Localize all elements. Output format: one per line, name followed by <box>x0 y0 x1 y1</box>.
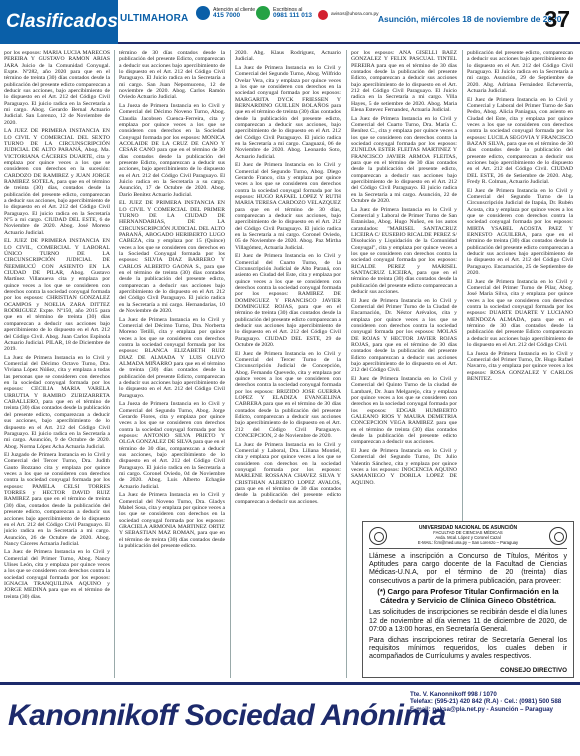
advertiser-name: Kanonnikoff Sociedad Anónima <box>8 699 446 732</box>
legal-notice: LA JUEZ DE PRIMERA INSTANCIA EN LO CIVIL Y COMERCIAL DEL SEXTO TURNO DE LA CIRCUNSCRIPCIÓN JUDICIAL DE ALTO PARANÁ, Abog. Ma. VICTORIANA CÁCERES DUARTE, cita y emplaza por quince veces a los que se consideren con derechos en la sucesión: CARDOZO DE RAMIREZ y JUAN JORGE RAMIREZ SOTELA, para que en el término de treinta (30) días, contados desde la publicación del presente edicto, comparezcan a deducir sus acciones, bajo apercibimiento de lo dispuesto en el Art. 212 del Código Civil Paraguayo. El juicio radica en la Secretaría Nº5 a mi cargo. CIUDAD DEL ESTE, 6 de Noviembre de 2020. Abog. José Moreno Actuario Judicial. <box>4 128 110 236</box>
legal-notice: 2020. Abg. Klaus Rodriguez, Actuario Judicial. <box>235 50 341 63</box>
legal-notice: La Jueza de Primera Instancia en lo Civil y Comercial del Segundo Turno, Abog. Jorge Gerardo Flores, cita y emplaza por quince veces a los que se consideren con derechos contra la sociedad conyugal formada por los esposos: ANTONIO SILVA PRIETO Y OLGA GONZALEZ DE SILVA para que en el término de 30 días, comparezcan a deducir sus acciones, bajo apercibimiento de lo dispuesto en el Art. 212 del Código Civil Paraguayo. El juicio radica en la Secretaría a mi cargo. Coronel Oviedo, 04 de Noviembre de 2020. Abog. Luis Alberto Echagüe Actuario Judicial. <box>119 401 225 490</box>
legal-notice: El Juzgado de Primera Instancia en lo Civil y Comercial del Tercer Turno, Dra. Judith Gauto Bozzano cita y emplaza por quince veces a los que se consideren con derechos contra la sociedad conyugal formada por los esposos: PAMELA CELSI TORRES TORRES y HECTOR DAVID RUIZ RAMIREZ para que en el término de treinta (30) días, contados desde la publicación del presente edicto, comparezcan a deducir sus acciones bajo apercibimiento de lo dispuesto en el Art. 212 del Código Civil Paraguayo. El juicio radica en la Secretaría a mi cargo. Asunción, 26 de Octubre de 2020. Abog. Nancy Cáceres Actuaria Judicial. <box>4 452 110 547</box>
legal-notice: publicación del presente edicto, comparezcan a deducir sus acciones bajo apercibimiento de lo dispuesto en el Art. 212 del Código Civil Paraguayo. El Juicio radica en la Secretaría a mi cargo. Asunción, 29 de Septiembre de 2020. Abg. Adriana Fernández Echeverría, Actuaria Judicial. <box>467 50 573 95</box>
section-title: Clasificados <box>0 0 118 44</box>
legal-notice: El Juez de Primera Instancia en lo Civil y Comercial del Tercer Turno de la Circunscripción Judicial de Concepción, Abog. Fernando Quevedo, cita y emplaza por quince veces a los que se consideren con derechos contra la sociedad conyugal formada por los esposos: BRIZIDO JOSE GUERRA LOPEZ Y ELADIZA EVANGELINA CABRERA para que en el término de 30 días contados desde la publicación del presente Edicto, comparezcan a deducir sus acciones bajo apercibimiento de lo dispuesto en el Art. 212 del Código Civil Paraguayo. CONCEPCION, 2 de Noviembre de 2020. <box>235 350 341 440</box>
whatsapp-number: 0981 111 013 <box>273 12 313 19</box>
contact-phone: 415 7000 <box>213 12 241 19</box>
legal-notice: El Juez de Primera Instancia en lo Civil y Comercial y Laboral del Primer Turno de San Pedro, Abog. Alicia Paniagua, con asiento en Ciudad del Este, cita y emplaza por quince veces a los que se consideren con derechos contra la sociedad conyugal formada por los esposos: LUCILA SEGOVIA Y FRANCISCO BAZAN SILVA, para que en el término de 30 días contados desde la publicación del presente edicto, comparezcan a deducir sus acciones bajo apercibimiento de lo dispuesto en el Art. 212 del Código Civil. CIUDAD DEL ESTE, 26 de Setiembre de 2020. Abg. Fredy R. Colman, Actuario Judicial. <box>467 96 573 186</box>
legal-notice: término de 30 días contados desde la publicación del presente Edicto, comparezcan a deducir sus acciones bajo apercibimiento de lo dispuesto en el Art. 212 del Código Civil Paraguayo. El Juicio radica en la Secretaría a mi cargo. San Juan Nepomuceno, 12 de noviembre de 2020. Abog. Carlos Ramón Oviedo Actuario Judicial. <box>119 50 225 101</box>
university-notice <box>362 521 574 678</box>
legal-notice: La Jueza de Primera Instancia en lo Civil y Comercial del Décimo Noveno Turno, Abog. Claudia Jacobsen Cuenca-Ferreira, cita y emplaza por quince veces a los que se consideren con derechos en la Sociedad Conyugal formada por los esposos: MONICA ACOLAIDE DE LA CRUZ DE CANO Y CESAR CANO para que en el término de 30 días contados desde la publicación del presente Edicto, comparezcan a deducir sus acciones, bajo apercibimiento de lo dispuesto en el Art. 212 del Código Civil Paraguayo. El Juicio radica en la Secretaría a su cargo. Asunción, 17 de Octubre de 2020. Abog. Darío Benítez Actuario Judicial. <box>119 102 225 198</box>
email-block <box>318 10 379 20</box>
legal-notice: La Jueza de Primera Instancia en lo Civil y Comercial del Primer Turno, Dr. Hugo Rafael Navarro, cita y emplaza por quince veces a los esposos: ROSA GONZALEZ Y CARLOS BENITEZ. <box>467 350 573 382</box>
advertiser-address: Tte. V. Kanonnikoff 998 / 1070 <box>410 691 497 698</box>
classifieds-column-1 <box>4 50 110 678</box>
legal-notice: El Juez de Primera Instancia en lo Civil y Comercial del Primer Turno de Pilar, Abog. José María Silva, cita y emplaza por quince veces a los que se consideren con derechos contra la sociedad conyugal formada por los esposos: DUARTE DUARTE Y LUCIANO MENDOZA ALMADA, para que en el término de 30 días contados desde la publicación del presente Edicto comparezcan a deducir sus acciones bajo apercibimiento de lo dispuesto en el Art. 212 del Código Civil. <box>467 278 573 349</box>
legal-notice: El Juez de Primera Instancia en lo Civil y Comercial del Segundo Turno, Dr. Julio Valentín Sánchez, cita y emplaza por quince veces a los esposos: INOCENCIA AQUINO SAMANIEGO Y DORILA LOPEZ DE AQUINO. <box>351 447 457 486</box>
legal-notice: El Juez de Primera Instancia en lo Civil y Comercial del Segundo Turno de la Circunscripción Judicial de Itapúa, Dr. Rubén Acosta, cita y emplaza por quince veces a los que se consideren con derechos contra la sociedad conyugal formada por los esposos: MIRTA YSABEL ACOSTA PAEZ Y ERNESTO AGUILERA, para que en el término de treinta (30) días contados desde la publicación del presente edicto comparezcan a deducir sus acciones bajo apercibimiento de lo dispuesto en el Art. 212 del Código Civil Paraguayo. Encarnación, 25 de Septiembre de 2020. <box>467 187 573 277</box>
legal-notice: La Juez de Primera Instancia en lo Civil y Comercial y Laboral, Dra. Liliana Montiel, cita y emplaza por quince veces a los que se consideren con derechos en la sociedad conyugal formada por los esposos: MARLENE ROSSANA CHAVEZ SILVA Y CRISTHIAN ALBERTO LOPEZ AVALOS, para que en el término de 30 días contados desde la publicación del presente edicto comparezcan a deducir sus acciones. <box>235 441 341 505</box>
institution-email: E-MAIL: fcm@med.una.py – San Lorenzo – Paraguay <box>417 539 519 545</box>
mail-icon <box>318 10 328 20</box>
notice-deadline: Las solicitudes de inscripciones se recibirán desde el día lunes 12 de noviembre al día viernes 11 de diciembre de 2020, de 07:00 a 13:00 horas, en Secretaría General. <box>369 608 567 634</box>
legal-notice: La Juez de Primera Instancia en lo Civil y Comercial del Primer Turno, Abog. Nancy Ulises León, cita y emplaza por quince veces a los que se consideren con derechos contra la sociedad conyugal formada por los esposos: IGNACIA TRANQUILINA AQUINO y JORGE MEDINA para que en el término de treinta (30) días. <box>4 549 110 600</box>
legal-notice: por los esposos: ANA GISELLI BAEZ GONZALEZ Y FELIX PASCUAL TINTEL PEREIRA para que en el término de 30 días contados desde la publicación del presente Edicto, comparezcan a deducir sus acciones bajo apercibimiento de lo dispuesto en el Art. 212 del Código Civil Paraguayo. El Juicio radica en la Secretaría a mi cargo. Villa Hayes, 5 de setiembre de 2020. Abog. Maria Elena Estevez Fernandez, Actuaria Judicial. <box>351 50 457 114</box>
notice-info: Para dichas inscripciones retirar de Secretaría General los requisitos mínimos requeridos, los cuales deben ir acompañados de Currículums y avales respectivos. <box>369 635 567 661</box>
classifieds-column-5 <box>467 50 573 516</box>
page-header <box>0 0 580 44</box>
advertiser-contact <box>410 691 576 713</box>
classifieds-column-3 <box>235 50 341 678</box>
column-divider <box>230 50 231 678</box>
legal-notice: El Juez de Primera Instancia en lo Civil y Comercial del Cuarto Turno, de la Circunscripción Judicial de Alto Paraná, con asiento en Ciudad del Este, cita y emplaza por quince veces a los que se consideren con derechos contra la sociedad conyugal formada por los esposos: RAMIREZ DE DOMINGUEZ Y FRANCISCO JAVIER DOMINGUEZ ROJAS, para que en el término de treinta (30) días contados desde la publicación del presente edicto comparezcan a deducir sus acciones bajo apercibimiento de lo dispuesto en el Art. 212 del Código Civil Paraguayo. CIUDAD DEL ESTE, 29 de Octubre de 2020. <box>235 253 341 349</box>
legal-notice: El Juez de Primera Instancia en lo Civil y Comercial del Primer Turno de la Ciudad de Encarnación, Dr. Néstor Arévalos, cita y emplaza por quince veces a los que se consideren con derechos contra la sociedad conyugal formada por los esposos: MOLAS DE ROJAS Y HECTOR JAVIER ROJAS ROJAS, para que en el término de 30 días contados desde la publicación del presente Edicto comparezcan a deducir sus acciones bajo apercibimiento de lo dispuesto en el Art. 212 del Código Civil. <box>351 297 457 374</box>
notice-intro: Llámese a inscripción a Concurso de Títulos, Méritos y Aptitudes para cargo docente de la Facultad de Ciencias Médicas-U.N.A, por el término de 20 (treinta) días consecutivos a partir de la primera publicación, para proveer: <box>369 551 567 585</box>
legal-notice: EL JUEZ DE PRIMERA INSTANCIA EN LO CIVIL Y COMERCIAL DEL PRIMER TURNO DE LA CIUDAD DE HERNANDARIAS, DE LA CIRCUNSCRIPCIÓN JUDICIAL DEL ALTO PARANÁ, ABOGADO HERIBERTO LUGO CABEZA, cita y emplaza por 15 (Quince) veces a los que se consideren con derechos en la Sociedad Conyugal formada por los esposos: SILVIA DIAZ BARRERO Y CARLOS ALBERTO GAONA S., para que en el término de treinta (30) días contados desde la publicación del presente edicto, comparezcan a deducir sus acciones bajo apercibimiento de lo dispuesto en el Art. 212 del Código Civil Paraguayo. El juicio radica en la Secretaría a mi cargo. Hernandarias, 10 de Noviembre de 2020. <box>119 200 225 315</box>
column-divider <box>346 50 347 678</box>
notice-position: (*) Cargo para Profesor Titular Confirmación en la Cátedra y Servicio de Clínica Gineco Obstétrica. <box>377 587 559 605</box>
whatsapp-label: Escribinos al <box>273 6 303 13</box>
notice-signature: CONSEJO DIRECTIVO <box>500 667 567 674</box>
contact-email: avisos@uhora.com.py <box>331 11 379 17</box>
notice-letterhead <box>369 526 567 549</box>
classifieds-column-2 <box>119 50 225 678</box>
column-divider <box>114 50 115 678</box>
legal-notice: La Juez de Primera Instancia en lo Civil y Comercial del Cuarto Turno, Dra. María C. Benítez C., cita y emplaza por quince veces a los que se consideren con derechos contra la sociedad conyugal formada por los esposos: ZUNILDA ESTER FLEITAS MARTINEZ Y FRANCISCO JAVIER ARMOA FLEITAS, para que en el término de 30 días contados desde la publicación del presente edicto, comparezcan a deducir sus acciones bajo apercibimiento de lo dispuesto en el Art. 212 del Código Civil Paraguayo. El juicio radica en la Secretaría a mi cargo. Asunción, 22 de Octubre de 2020. <box>351 115 457 205</box>
legal-notice: por los esposos: MARIA LUCIA MARECOS PEREIRA Y GUSTAVO RAMON ARIAS JARA Juicio de la Comunidad Conyugal. Expte. Nº282, año 2020 para que en el término de treinta (30) días contados desde la publicación del presente edicto comparezcan a deducir sus acciones, bajo apercibimiento de lo dispuesto en el Art. 212 del Código Civil Paraguayo. El juicio radica en la Secretaría a mi cargo. Abog. Gerardo Bernal Actuario Judicial. San Lorenzo, 12 de Noviembre de 2020. <box>4 50 110 126</box>
legal-notice: El Juez de Primera Instancia en lo Civil y Comercial del Quinto Turno de la ciudad de Lambaré, Dr. Juan Melgarejo, cita y emplaza por quince veces a los que se consideren con derechos en la sociedad conyugal formada por los esposos: EDGAR HUMBERTO GALEANO RIOS Y MAURA DEMETRIA CONCEPCION VEGA RAMIREZ para que en el término de treinta (30) días contados desde la publicación del presente edicto comparezcan a deducir sus acciones. <box>351 375 457 446</box>
footer-advertisement <box>0 682 580 756</box>
advertiser-email: E-mail: paksa@pla.net.py - Asunción – Paraguay <box>410 705 554 713</box>
legal-notice: La Juez de Primera Instancia en lo Civil y Comercial y Laboral de Primer Turno de San Estanislao, Abog. Hugo Nuñez, en los autos caratulados: "MARISEL SANTACRUZ LICEIRA C/ EUSEBIO RICALDE PEREZ S/ Disolución y Liquidación de la Comunidad Conyugal", cita y emplaza por quince veces a los que se consideren con derechos contra la sociedad conyugal formada por los esposos: RICALDE PEREZ y MARISEL SANTACRUZ LICEIRA, para que en el término de treinta (30) días contados desde la publicación del presente edicto comparezcan a deducir sus acciones. <box>351 206 457 296</box>
page-number: 37 <box>544 6 570 32</box>
legal-notice: La Juez de Primera Instancia en lo Civil y Comercial del Décimo Octavo Turno, Dra. Viviana López Núñez, cita y emplaza a todas las personas que se consideren con derechos en la sociedad conyugal formada por los esposos: CECILIA MARIA VARELA URRUTIA Y RAMIRO ZUBIZARRETA CABALLERO, para que en el término de treinta (30) días contados desde la publicación del presente edicto, comparezcan a deducir sus acciones, bajo apercibimiento de lo dispuesto en el Art. 212 del Código Civil Paraguayo. El juicio radica en la Secretaría a mi cargo. Asunción, 9 de Octubre de 2020. Abog. Norma López Acha Actuaria Judicial. <box>4 354 110 450</box>
whatsapp-block <box>256 6 312 20</box>
institution-address: Avda. Mcal. López y Coronel Cazal <box>435 534 501 540</box>
phone-icon <box>196 6 210 20</box>
legal-notice: La Juez de Primera Instancia en lo Civil y Comercial del Segundo Turno, Abog. Wilfrido Ovelar Vera, cita y emplaza por quince veces a los que se consideren con derechos en la sociedad conyugal formada por los esposos: MARGARITA DYCK FRIESSEN Y BERNARDINO GUILLEN BOLAÑOS para que en el término de treinta (30) días contados desde la publicación del presente edicto, comparezcan a deducir sus acciones, bajo apercibimiento de lo dispuesto en el Art. 212 del Código Civil Paraguayo. El juicio radica en la Secretaría a mi cargo. Caaguazú, 06 de Noviembre de 2020. Abog. Leonardo Soto, Actuario Judicial. <box>235 64 341 160</box>
legal-notice: La Juez de Primera Instancia en lo Civil y Comercial del Décimo Turno, Dra. Norberta Moreno Tetilli, cita y emplaza por quince veces a los que se consideren con derechos contra la sociedad conyugal formada por los esposos: BLANCA ELIZABETH RUIZ DIAZ DE ALMADA Y LUIS OLIVO ALMADA MIÑARRO para que en el término de treinta (30) días contados desde la publicación del presente Edicto, comparezcan a deducir sus acciones bajo apercibimiento de lo dispuesto en el Art. 212 del Código Civil Paraguayo. <box>119 316 225 399</box>
faculty-seal-icon <box>549 527 567 545</box>
legal-notice: El Juez de Primera Instancia en lo Civil y Comercial del Segundo Turno, Abog. Diego Gerardo Franco, cita y emplaza por quince veces a los que se consideren con derechos contra la sociedad conyugal formada por los esposos: HUGO RAFAEL LOPEZ Y RUTH MARIA TERESA CARDOZO VELAZQUEZ para que en el término de 30 días, comparezcan a deducir sus acciones, bajo apercibimiento de lo dispuesto en el Art. 212 del Código Civil Paraguayo. El juicio radica en la Secretaría a mi cargo. Coronel Oviedo, 05 de Noviembre de 2020. Abog. Paz Mirtha Villagómez, Actuaria Judicial. <box>235 162 341 251</box>
institution-name: UNIVERSIDAD NACIONAL DE ASUNCIÓN <box>418 525 518 531</box>
brand-logo: ULTIMAHORA <box>120 13 189 24</box>
issue-date: Asunción, miércoles 18 de noviembre de 2020 <box>378 14 562 24</box>
advertiser-phones: Telefax: (595-21) 420 842 (R.A) · Cel.: (0981) 500 588 <box>410 698 562 706</box>
whatsapp-icon <box>256 6 270 20</box>
contact-phone-block <box>196 6 255 20</box>
university-seal-icon <box>369 527 387 545</box>
legal-notice: EL JUEZ DE PRIMERA INSTANCIA EN LO CIVIL, COMERCIAL Y LABORAL ÚNICO TURNO DE LA CIRCUNSCRIPCIÓN JUDICIAL DE ÑEEMBUCÚ CON ASIENTO EN LA CIUDAD DE PILAR, Abog. Gustavo Martínez Villanueva cita y emplaza por quince veces a los que se consideren con derechos contra la sociedad conyugal formada por los esposos: CHRISTIAN GONZALEZ OCAMPOS y NOELIA ZARA DITTEZ RODRIGUEZ Expte. Nº150, año 2015 para que en el término de treinta (30) días comparezcan a deducir sus acciones bajo apercibimiento de lo dispuesto en el Art. 212 del Código Civil. Abog. Juan Carlos Espínola Actuario Judicial. PILAR, 18 de Diciembre de 2019. <box>4 238 110 353</box>
legal-notice: La Juez de Primera Instancia en lo Civil y Comercial del Noveno Turno, Dra. Gladys Mabel Sosa, cita y emplaza por quince veces a los que se consideren con derechos en la sociedad conyugal formada por los esposos: GRACIELA ARMONIA MARTINEZ ORTIZ Y SEBASTIAN MAZ ROMAN, para que en el término de treinta (30) días contados desde la publicación del presente edicto. <box>119 492 225 550</box>
contact-phone-label: Atención al cliente <box>213 6 256 13</box>
faculty-name: FACULTAD DE CIENCIAS MÉDICAS <box>433 529 503 535</box>
